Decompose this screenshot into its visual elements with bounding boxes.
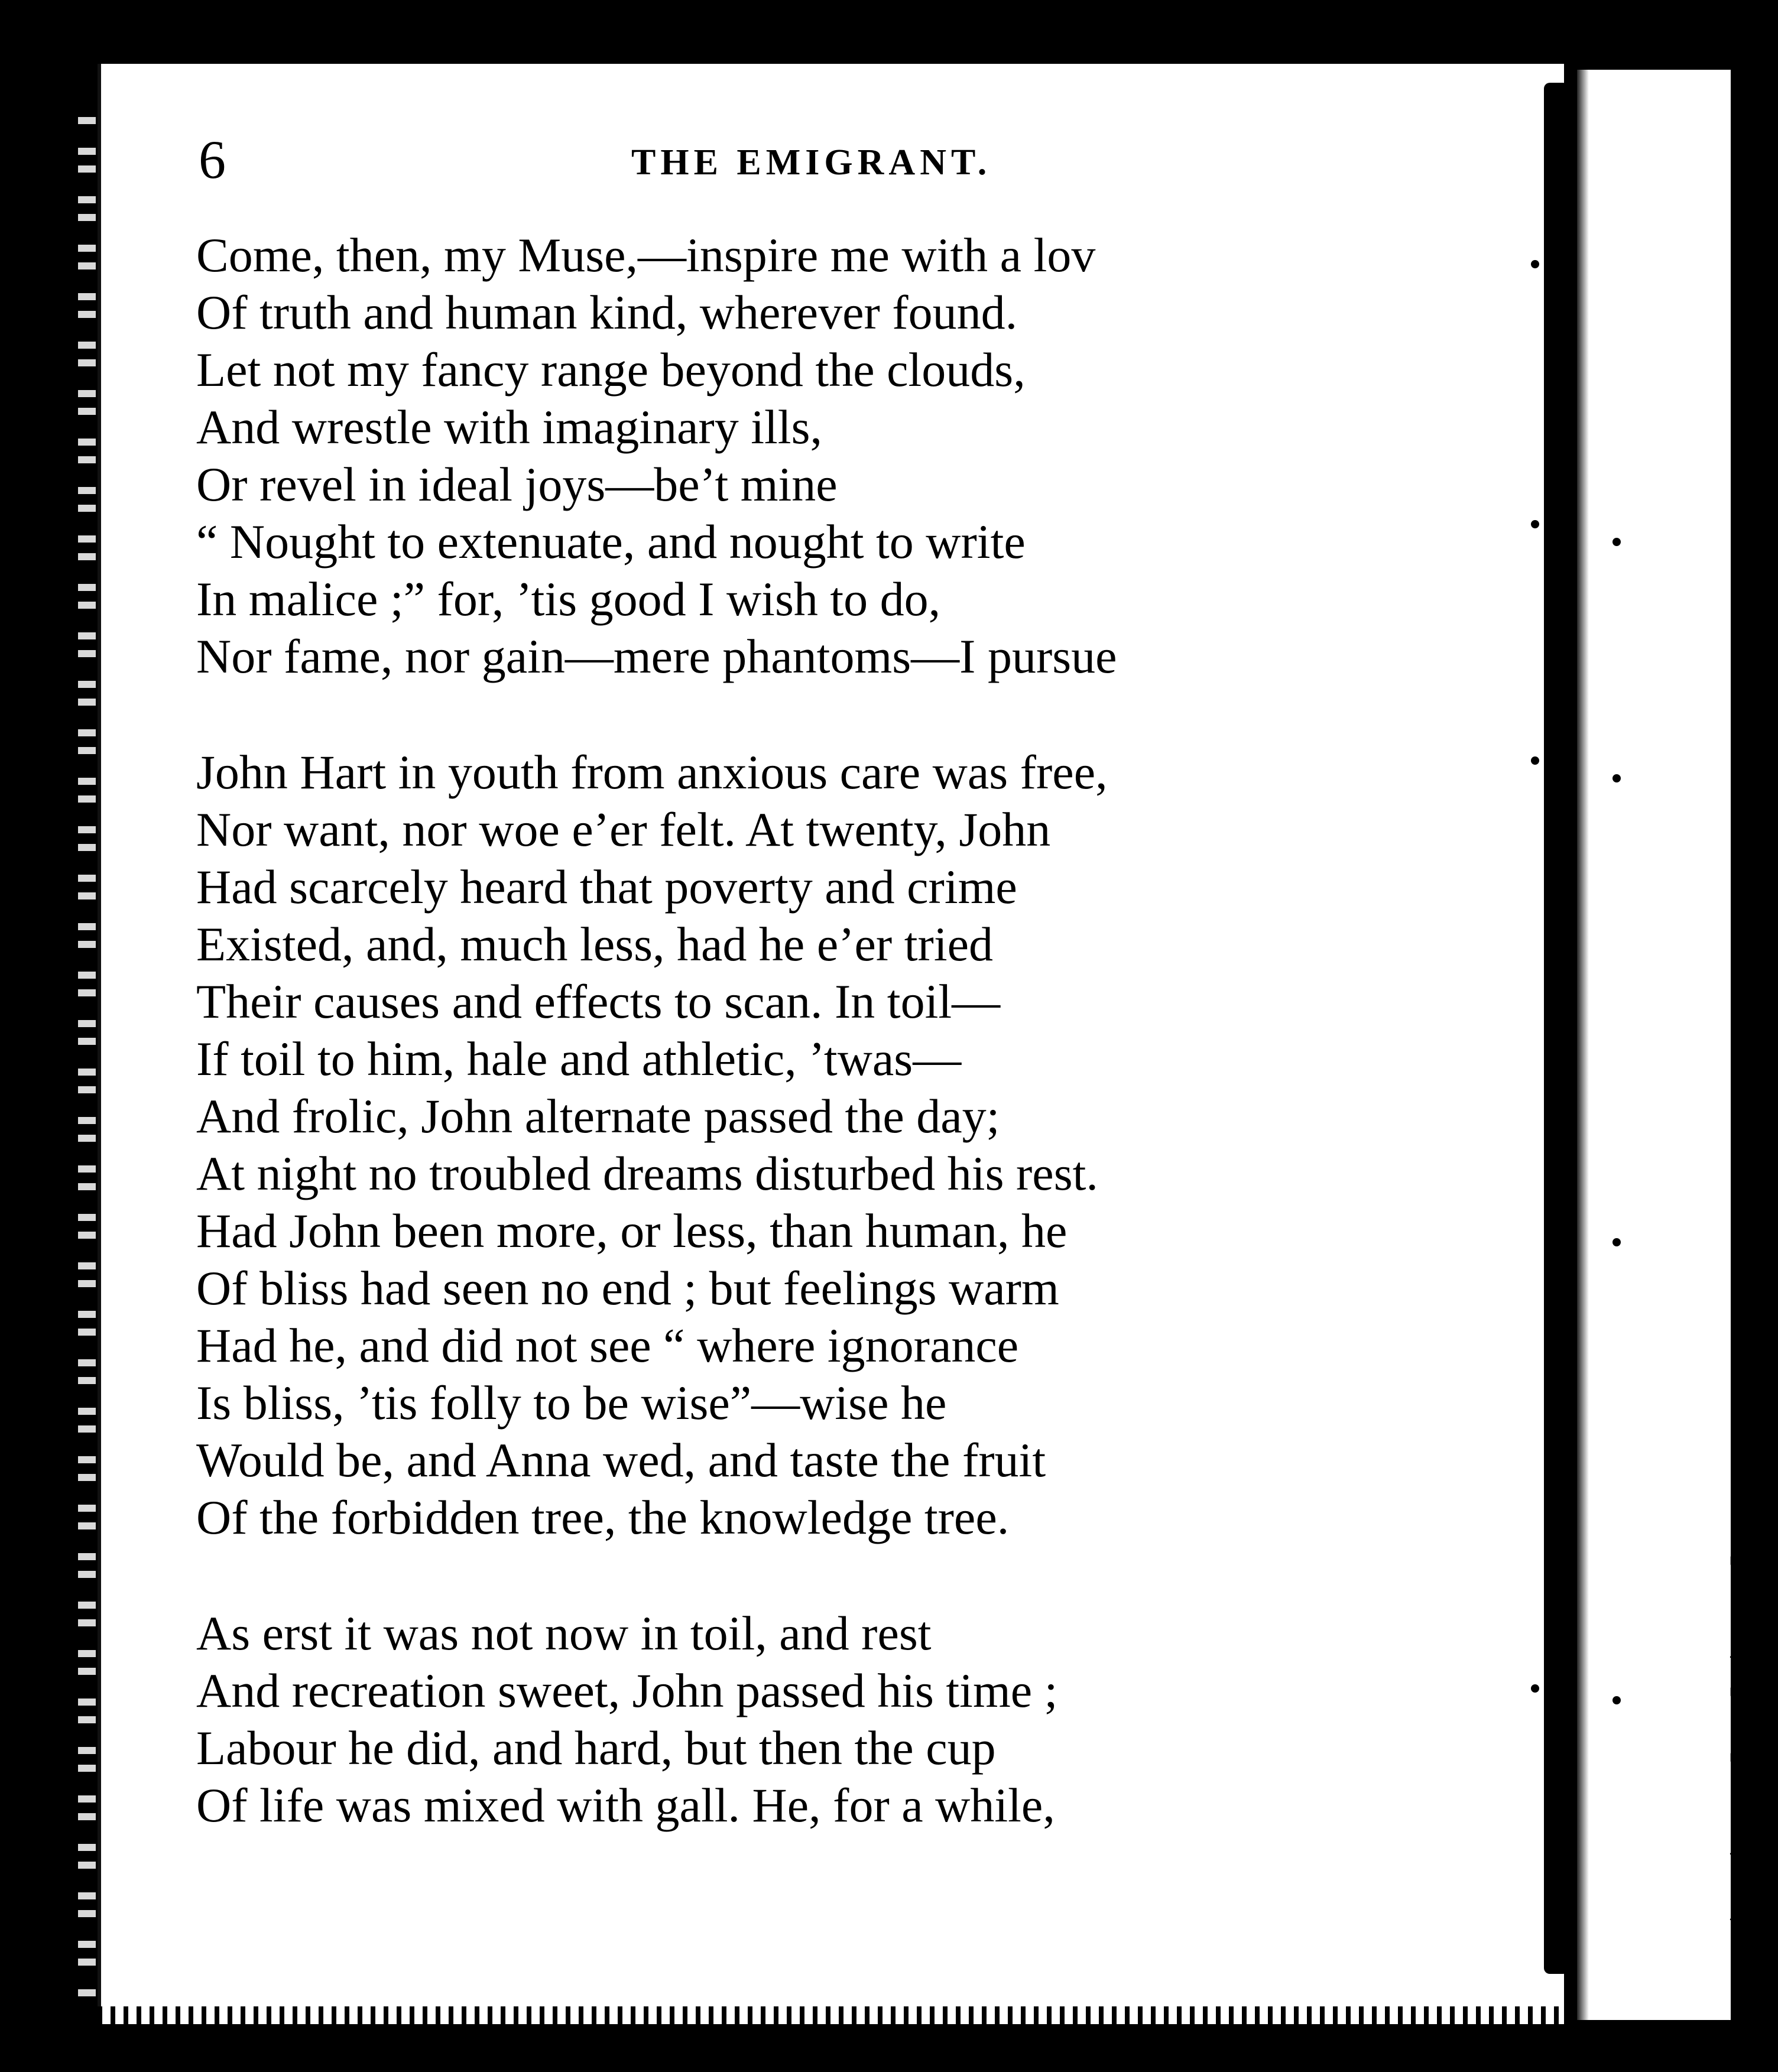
stanza	[196, 1605, 1532, 1834]
verse-line: Of truth and human kind, wherever found.	[196, 285, 1018, 339]
verse-line: Had scarcely heard that poverty and crime	[196, 860, 1017, 914]
verse-line: Existed, and, much less, had he e’er tried	[196, 917, 993, 971]
spine-shadow	[1577, 70, 1589, 2020]
verse-line: Come, then, my Muse,—inspire me with a lov	[196, 228, 1096, 282]
verse-line: Is bliss, ’tis folly to be wise”—wise he	[196, 1376, 947, 1430]
verse-line: Had John been more, or less, than human, he	[196, 1204, 1068, 1258]
verse-line: Of bliss had seen no end ; but feelings warm	[196, 1261, 1059, 1315]
book-gutter	[1544, 83, 1569, 1974]
scan-border-top	[0, 0, 1778, 59]
scan-speck	[1531, 520, 1539, 528]
scan-speck	[1612, 774, 1621, 782]
verse-line: Nor want, nor woe e’er felt. At twenty, John	[196, 803, 1051, 856]
verse-line: And frolic, John alternate passed the day;	[196, 1089, 1000, 1143]
verse-line: Of life was mixed with gall. He, for a while,	[196, 1778, 1055, 1832]
verse-line: Had he, and did not see “ where ignorance	[196, 1318, 1019, 1372]
scan-speck	[1612, 1696, 1621, 1704]
verse-line: Let not my fancy range beyond the clouds,	[196, 343, 1026, 397]
verse-line: Would be, and Anna wed, and taste the fruit	[196, 1433, 1046, 1487]
adjacent-page-cut-text: T A T T A A	[1730, 1544, 1769, 1932]
verse-line: If toil to him, hale and athletic, ’twas—	[196, 1032, 962, 1086]
page-header	[199, 127, 1381, 192]
stanza	[196, 226, 1532, 685]
verse-line: And wrestle with imaginary ills,	[196, 400, 822, 454]
page-number: 6	[199, 129, 226, 190]
verse-line: John Hart in youth from anxious care was free,	[196, 745, 1108, 799]
scan-speck	[1612, 538, 1621, 546]
stanza	[196, 743, 1532, 1546]
verse-line: Their causes and effects to scan. In toil—	[196, 975, 1001, 1028]
adjacent-page-sliver	[1577, 70, 1769, 2020]
verse-line: At night no troubled dreams disturbed his rest.	[196, 1147, 1098, 1200]
verse-line: In malice ;” for, ’tis good I wish to do,	[196, 572, 941, 626]
verse-line: Or revel in ideal joys—be’t mine	[196, 457, 838, 511]
verse-line: “ Nought to extenuate, and nought to write	[196, 515, 1026, 569]
scan-speck	[1612, 1238, 1621, 1246]
verse-line: As erst it was not now in toil, and rest	[196, 1606, 932, 1660]
page-bottom-edge	[98, 2006, 1560, 2024]
page-binding-edge	[78, 106, 96, 1998]
verse-line: Labour he did, and hard, but then the cup	[196, 1721, 996, 1775]
scan-speck	[1531, 756, 1539, 765]
scan-speck	[1531, 260, 1539, 268]
running-title: THE EMIGRANT.	[631, 142, 992, 183]
verse-line: And recreation sweet, John passed his time ;	[196, 1664, 1058, 1717]
scan-speck	[1531, 1684, 1539, 1693]
verse-line: Nor fame, nor gain—mere phantoms—I pursue	[196, 629, 1117, 683]
poem-body	[196, 226, 1532, 1892]
verse-line: Of the forbidden tree, the knowledge tree.	[196, 1490, 1010, 1544]
